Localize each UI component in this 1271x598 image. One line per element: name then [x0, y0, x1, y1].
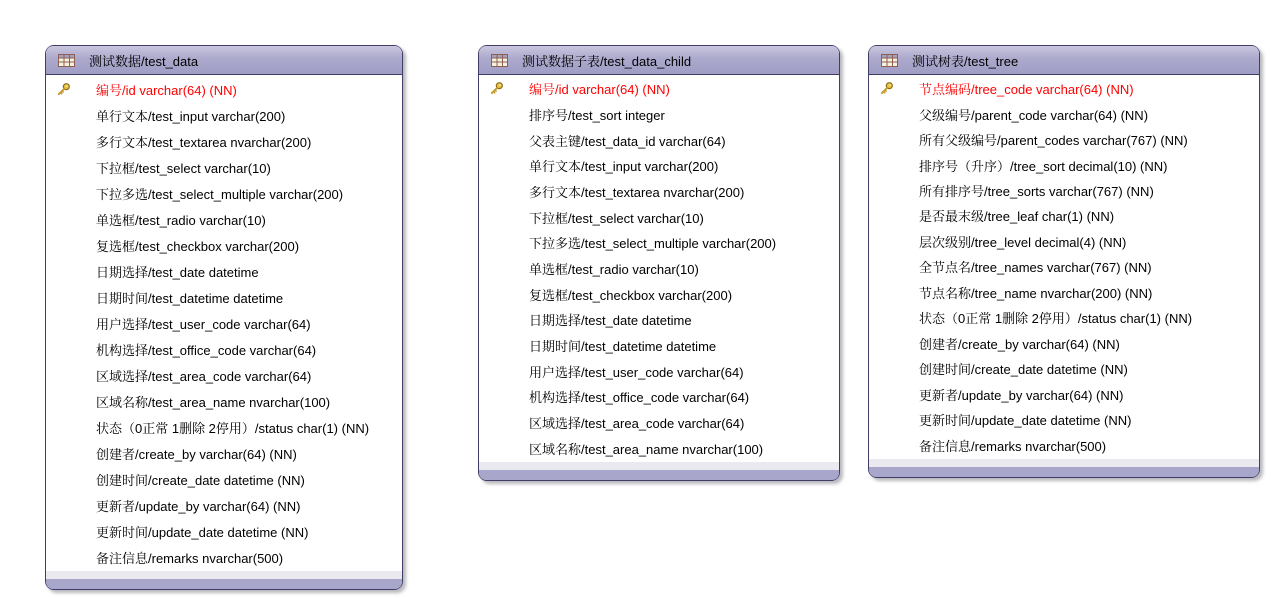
table-field-row — [869, 306, 1259, 330]
table-field-row — [869, 331, 1259, 355]
field-label: 用户选择/test_user_code varchar(64) — [529, 364, 744, 380]
table-field-row — [479, 77, 839, 101]
field-label: 状态（0正常 1删除 2停用）/status char(1) (NN) — [96, 420, 370, 436]
field-label: 更新者/update_by varchar(64) (NN) — [919, 387, 1124, 403]
field-label: 区域选择/test_area_code varchar(64) — [529, 415, 745, 431]
table-field-row — [46, 155, 402, 179]
table-field-row — [479, 410, 839, 434]
table-field-row — [869, 357, 1259, 381]
table-field-row — [869, 77, 1259, 101]
field-label: 下拉框/test_select varchar(10) — [96, 160, 271, 176]
table-node-test_tree[interactable] — [868, 45, 1260, 478]
table-header[interactable] — [479, 46, 839, 75]
table-footer-strip — [869, 459, 1259, 467]
table-field-row — [46, 181, 402, 205]
field-label: 所有父级编号/parent_codes varchar(767) (NN) — [919, 133, 1188, 149]
table-field-row — [869, 408, 1259, 432]
table-icon — [881, 54, 898, 67]
field-label: 节点名称/tree_name nvarchar(200) (NN) — [919, 285, 1153, 301]
table-field-row — [479, 256, 839, 280]
table-field-row — [46, 285, 402, 309]
field-label: 日期选择/test_date datetime — [529, 313, 692, 329]
table-field-row — [479, 205, 839, 229]
field-label: 下拉多选/test_select_multiple varchar(200) — [96, 186, 344, 202]
field-label: 所有排序号/tree_sorts varchar(767) (NN) — [919, 184, 1154, 200]
field-label: 区域名称/test_area_name nvarchar(100) — [96, 394, 331, 410]
table-body — [46, 75, 402, 571]
table-field-row — [46, 519, 402, 543]
field-label: 多行文本/test_textarea nvarchar(200) — [529, 184, 745, 200]
table-field-row — [479, 231, 839, 255]
field-label: 编号/id varchar(64) (NN) — [529, 82, 670, 98]
field-label: 全节点名/tree_names varchar(767) (NN) — [919, 260, 1152, 276]
field-label: 单选框/test_radio varchar(10) — [529, 261, 699, 277]
primary-key-cell — [869, 81, 919, 96]
table-footer-strip — [479, 462, 839, 470]
field-label: 备注信息/remarks nvarchar(500) — [919, 438, 1107, 454]
table-field-row — [479, 128, 839, 152]
table-field-row — [46, 311, 402, 335]
table-field-row — [869, 280, 1259, 304]
field-label: 更新者/update_by varchar(64) (NN) — [96, 498, 301, 514]
field-label: 节点编码/tree_code varchar(64) (NN) — [919, 82, 1134, 98]
field-label: 机构选择/test_office_code varchar(64) — [529, 390, 750, 406]
field-label: 编号/id varchar(64) (NN) — [96, 82, 237, 98]
table-field-row — [479, 179, 839, 203]
field-label: 日期时间/test_datetime datetime — [529, 338, 717, 354]
field-label: 单行文本/test_input varchar(200) — [529, 159, 719, 175]
table-body — [869, 75, 1259, 459]
table-field-row — [869, 102, 1259, 126]
table-field-row — [46, 207, 402, 231]
primary-key-icon — [489, 81, 504, 96]
field-label: 层次级别/tree_level decimal(4) (NN) — [919, 234, 1127, 250]
table-node-test_data[interactable] — [45, 45, 403, 590]
table-field-row — [869, 433, 1259, 457]
table-field-row — [46, 337, 402, 361]
field-label: 区域名称/test_area_name nvarchar(100) — [529, 441, 764, 457]
field-label: 复选框/test_checkbox varchar(200) — [529, 287, 733, 303]
table-field-row — [869, 204, 1259, 228]
table-header[interactable] — [46, 46, 402, 75]
table-field-row — [46, 259, 402, 283]
table-field-row — [479, 436, 839, 460]
table-node-test_data_child[interactable] — [478, 45, 840, 481]
table-title: 测试数据子表/test_data_child — [522, 53, 692, 69]
table-title: 测试数据/test_data — [89, 53, 199, 69]
table-field-row — [46, 545, 402, 569]
table-field-row — [46, 77, 402, 101]
table-field-row — [479, 333, 839, 357]
table-footer-strip — [46, 571, 402, 579]
table-field-row — [46, 363, 402, 387]
table-field-row — [46, 103, 402, 127]
field-label: 更新时间/update_date datetime (NN) — [96, 524, 309, 540]
table-field-row — [479, 154, 839, 178]
table-field-row — [869, 382, 1259, 406]
table-field-row — [869, 153, 1259, 177]
field-label: 下拉多选/test_select_multiple varchar(200) — [529, 236, 777, 252]
primary-key-icon — [56, 82, 71, 97]
table-header[interactable] — [869, 46, 1259, 75]
table-field-row — [869, 229, 1259, 253]
table-field-row — [46, 467, 402, 491]
table-field-row — [869, 255, 1259, 279]
table-field-row — [869, 179, 1259, 203]
table-field-row — [479, 282, 839, 306]
table-field-row — [479, 385, 839, 409]
field-label: 下拉框/test_select varchar(10) — [529, 210, 704, 226]
field-label: 区域选择/test_area_code varchar(64) — [96, 368, 312, 384]
table-field-row — [869, 128, 1259, 152]
table-footer-bar — [869, 467, 1259, 477]
field-label: 备注信息/remarks nvarchar(500) — [96, 550, 284, 566]
field-label: 单行文本/test_input varchar(200) — [96, 108, 286, 124]
table-body — [479, 75, 839, 462]
table-footer-bar — [479, 470, 839, 480]
primary-key-cell — [479, 81, 529, 96]
field-label: 创建时间/create_date datetime (NN) — [919, 362, 1128, 378]
primary-key-icon — [879, 81, 894, 96]
field-label: 父表主键/test_data_id varchar(64) — [529, 133, 726, 149]
field-label: 用户选择/test_user_code varchar(64) — [96, 316, 311, 332]
table-field-row — [479, 359, 839, 383]
table-field-row — [479, 102, 839, 126]
table-icon — [491, 54, 508, 67]
table-field-row — [46, 415, 402, 439]
table-field-row — [46, 129, 402, 153]
field-label: 创建者/create_by varchar(64) (NN) — [919, 336, 1120, 352]
table-field-row — [46, 389, 402, 413]
table-icon — [58, 54, 75, 67]
field-label: 父级编号/parent_code varchar(64) (NN) — [919, 107, 1149, 123]
table-field-row — [479, 308, 839, 332]
table-title: 测试树表/test_tree — [912, 53, 1019, 69]
field-label: 是否最末级/tree_leaf char(1) (NN) — [919, 209, 1115, 225]
table-field-row — [46, 233, 402, 257]
primary-key-cell — [46, 82, 96, 97]
field-label: 创建者/create_by varchar(64) (NN) — [96, 446, 297, 462]
field-label: 多行文本/test_textarea nvarchar(200) — [96, 134, 312, 150]
field-label: 创建时间/create_date datetime (NN) — [96, 472, 305, 488]
table-field-row — [46, 493, 402, 517]
field-label: 更新时间/update_date datetime (NN) — [919, 413, 1132, 429]
field-label: 排序号/test_sort integer — [529, 107, 665, 123]
table-footer-bar — [46, 579, 402, 589]
field-label: 日期选择/test_date datetime — [96, 264, 259, 280]
field-label: 状态（0正常 1删除 2停用）/status char(1) (NN) — [919, 311, 1193, 327]
field-label: 机构选择/test_office_code varchar(64) — [96, 342, 317, 358]
field-label: 排序号（升序）/tree_sort decimal(10) (NN) — [919, 158, 1168, 174]
table-field-row — [46, 441, 402, 465]
field-label: 复选框/test_checkbox varchar(200) — [96, 238, 300, 254]
field-label: 单选框/test_radio varchar(10) — [96, 212, 266, 228]
field-label: 日期时间/test_datetime datetime — [96, 290, 284, 306]
